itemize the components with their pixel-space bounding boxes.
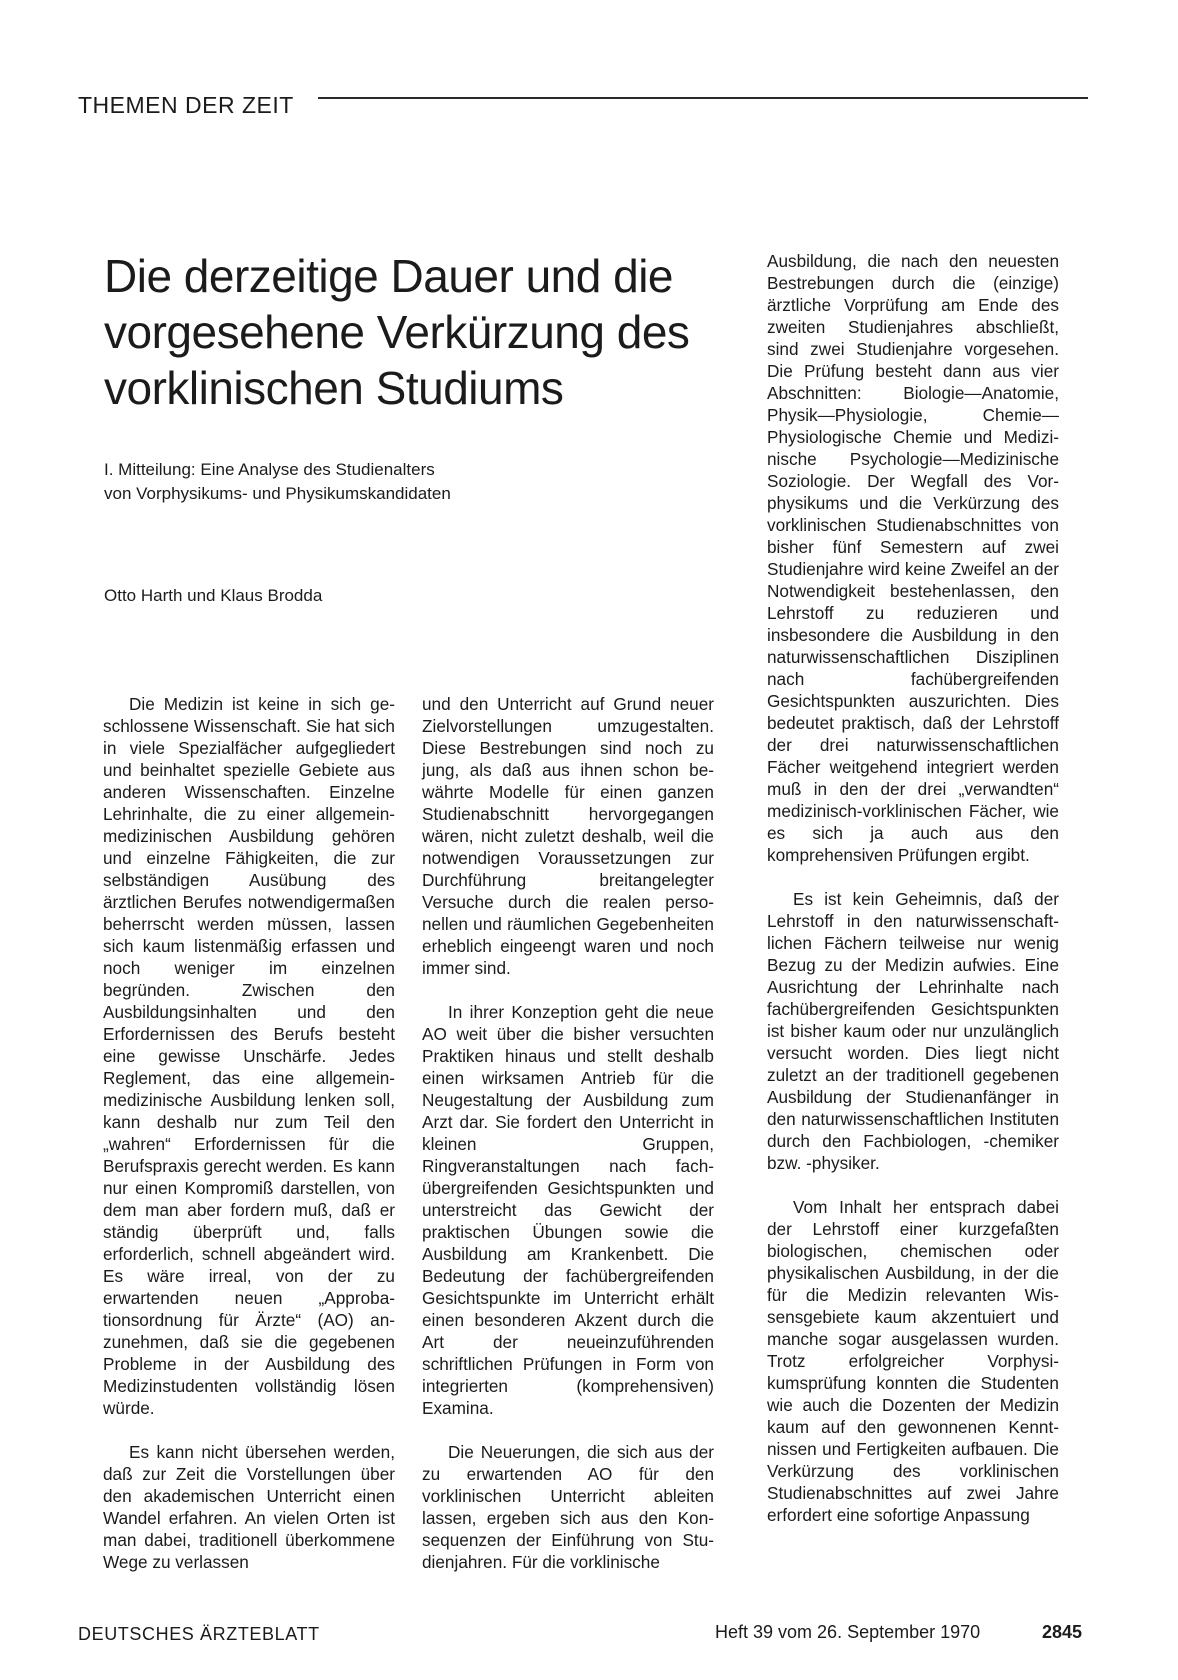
- text-column-2: [422, 693, 714, 1573]
- paragraph: Es kann nicht übersehen werden, daß zur Zeit die Vorstellungen über den akademischen Unterricht einen Wandel erfahren. An vielen Orten ist man dabei, traditionell überkommene Wege zu verlassen: [103, 1442, 395, 1572]
- footer-journal-name: DEUTSCHES ÄRZTEBLATT: [78, 1624, 320, 1644]
- text-column-1: [103, 693, 395, 1573]
- paragraph: Es ist kein Geheimnis, daß der Lehrstoff in den naturwissenschaftlichen Fächern teilweise nur wenig Bezug zu der Medizin aufwies. Eine Ausrichtung der Lehrinhalte nach fachübergreifenden Gesichtspunkten ist bisher kaum oder nur unzulänglich versucht worden. Dies liegt nicht zuletzt an der traditionell gegebenen Ausbildung der Studienanfänger in den naturwissenschaftlichen Instituten durch den Fachbiologen, -chemiker bzw. -physiker.: [767, 889, 1059, 1173]
- footer-issue: Heft 39 vom 26. September 1970: [715, 1622, 981, 1642]
- article-authors: Otto Harth und Klaus Brodda: [104, 586, 323, 605]
- paragraph: Die Neuerungen, die sich aus der zu erwartenden AO für den vorklinischen Unterricht ableiten lassen, ergeben sich aus den Konsequenzen der Einführung von Studienjahren. Für die vorklinische: [422, 1442, 714, 1572]
- paragraph: Vom Inhalt her entsprach dabei der Lehrstoff einer kurzgefaßten biologischen, chemischen oder physikalischen Ausbildung, in der die für die Medizin relevanten Wissensgebiete kaum akzentuiert und manche sogar ausgelassen wurden. Trotz erfolgreicher Vorphysikumsprüfung konnten die Studenten wie auch die Dozenten der Medizin kaum auf den gewonnenen Kenntnissen und Fertigkeiten aufbauen. Die Verkürzung des vorklinischen Studienabschnittes auf zwei Jahre erfordert eine sofortige Anpassung: [767, 1197, 1059, 1525]
- paragraph: In ihrer Konzeption geht die neue AO weit über die bisher versuchten Praktiken hinaus und stellt deshalb einen wirksamen Antrieb für die Neugestaltung der Ausbildung zum Arzt dar. Sie fordert den Unterricht in kleinen Gruppen, Ringveranstaltungen nach fachübergreifenden Gesichtspunkten und unterstreicht das Gewicht der praktischen Übungen sowie die Ausbildung am Krankenbett. Die Bedeutung der fachübergreifenden Gesichtspunkte im Unterricht erhält einen besonderen Akzent durch die Art der neueinzuführenden schriftlichen Prüfungen in Form von integrierten (komprehensiven) Examina.: [422, 1002, 714, 1418]
- subtitle-line-2: von Vorphysikums- und Physikumskandidaten: [104, 484, 451, 503]
- paragraph: und den Unterricht auf Grund neuer Zielvorstellungen umzugestalten. Diese Bestrebungen sind noch zu jung, als daß aus ihnen schon bewährte Modelle für einen ganzen Studienabschnitt hervorgegangen wären, nicht zuletzt deshalb, weil die notwendigen Voraussetzungen zur Durchführung breitangelegter Versuche durch die realen personellen und räumlichen Gegebenheiten erheblich eingeengt waren und noch immer sind.: [422, 694, 714, 978]
- subtitle-line-1: I. Mitteilung: Eine Analyse des Studienalters: [104, 460, 435, 479]
- paragraph: Die Medizin ist keine in sich geschlossene Wissenschaft. Sie hat sich in viele Spezialfächer aufgegliedert und beinhaltet spezielle Gebiete aus anderen Wissenschaften. Einzelne Lehrinhalte, die zu einer allgemein-medizinischen Ausbildung gehören und einzelne Fähigkeiten, die zur selbständigen Ausübung des ärztlichen Berufes notwendigermaßen beherrscht werden müssen, lassen sich kaum listenmäßig erfassen und noch weniger im einzelnen begründen. Zwischen den Ausbildungsinhalten und den Erfordernissen des Berufs besteht eine gewisse Unschärfe. Jedes Reglement, das eine allgemeinmedizinische Ausbildung lenken soll, kann deshalb nur zum Teil den „wahren“ Erfordernissen für die Berufspraxis gerecht werden. Es kann nur einen Kompromiß darstellen, von dem man aber fordern muß, daß er ständig überprüft und, falls erforderlich, schnell abgeändert wird. Es wäre irreal, von der zu erwartenden neuen „Approbationsordnung für Ärzte“ (AO) anzunehmen, daß sie die gegebenen Probleme in der Ausbildung des Medizinstudenten vollständig lösen würde.: [103, 694, 395, 1418]
- article-title: Die derzeitige Dauer und die vorgesehene Verkürzung des vorklinischen Studiums: [104, 250, 690, 414]
- section-label: THEMEN DER ZEIT: [78, 92, 294, 118]
- section-rule: [318, 97, 1088, 99]
- text-column-3: [767, 250, 1059, 1526]
- paragraph: Ausbildung, die nach den neuesten Bestrebungen durch die (einzige) ärztliche Vorprüfung am Ende des zweiten Studienjahres abschließt, sind zwei Studienjahre vorgesehen. Die Prüfung besteht dann aus vier Abschnitten: Biologie—Anatomie, Physik—Physiologie, Chemie—Physiologische Chemie und Medizinische Psychologie—Medizinische Soziologie. Der Wegfall des Vorphysikums und die Verkürzung des vorklinischen Studienabschnittes von bisher fünf Semestern auf zwei Studienjahre wird keine Zweifel an der Notwendigkeit bestehenlassen, den Lehrstoff zu reduzieren und insbesondere die Ausbildung in den naturwissenschaftlichen Disziplinen nach fachübergreifenden Gesichtspunkten auszurichten. Dies bedeutet praktisch, daß der Lehrstoff der drei naturwissenschaftlichen Fächer weitgehend integriert werden muß in den der drei „verwandten“ medizinisch-vorklinischen Fächer, wie es sich ja auch aus den komprehensiven Prüfungen ergibt.: [767, 251, 1059, 865]
- page-number: 2845: [1042, 1622, 1083, 1642]
- article-subtitle: [104, 458, 624, 506]
